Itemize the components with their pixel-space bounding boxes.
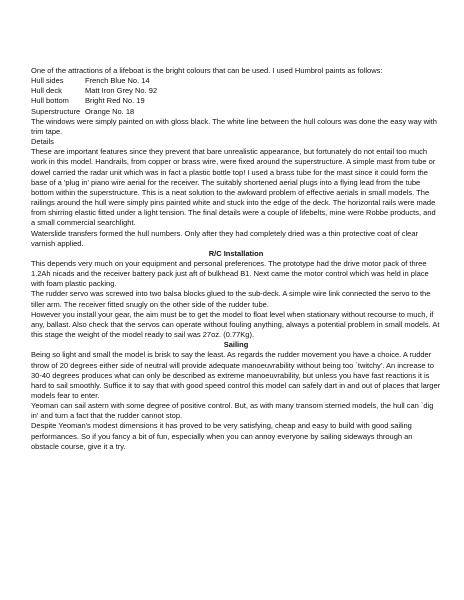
sailing-paragraph-3: Despite Yeoman's modest dimensions it has proved to be very satisfying, cheap and easy to build with good sailing performances. So if you fancy a bit of fun, especially when you can annoy everyone by sailing sideways through an obstacle course, give it a try.: [31, 421, 413, 451]
sailing-paragraph-2: Yeoman can sail astern with some degree of positive control. But, as with many transom sterned models, the hull can `dig in' and turn a fact that the rudder cannot stop.: [31, 401, 434, 421]
paint-name: French Blue No. 14: [85, 76, 150, 86]
rc-installation-heading: R/C Installation: [208, 248, 264, 258]
document-page: [31, 66, 441, 452]
sailing-paragraph-1: Being so light and small the model is brisk to say the least. As regards the rudder movement you have a choice. A rudder throw of 20 degrees either side of neutral will provide adequate manoeuvrability without being too `twitchy'. An increase to 30-40 degrees produces what can only be described as extreme manoeuvrability, but unless you have fast reactions it is hard to sail smoothly. Suffice it to say that with good speed control this model can safely dart in and out of places that larger models fear to enter.: [31, 350, 441, 400]
paint-row: [31, 96, 441, 106]
paint-part: Superstructure: [31, 106, 81, 116]
sailing-heading: Sailing: [223, 340, 249, 350]
paint-list: [31, 76, 441, 117]
details-paragraph: These are important features since they prevent that bare unrealistic appearance, but fortunately do not entail too much work in this model. Handrails, from copper or brass wire, were fixed around the superstructure. A simple mast from tube or dowel carried the radar unit which was in fact a plastic bottle top! I used a brass tube for the mast since it could form the base of a 'plug in' piano wire aerial for the receiver. The suitably shortened aerial plugs into a flying lead from the tube bottom within the superstructure. This is a neat solution to the awkward problem of effective aerials in small models. The railings around the hull were simply pins painted white and stuck into the edge of the deck. The horizontal rails were made from shirring elastic fitted under a light tension. The final details were a couple of lifebelts, mine were Robbe products, and a small commercial searchlight.: [31, 147, 436, 228]
paint-part: Hull bottom: [31, 96, 69, 106]
waterslide-paragraph: Waterslide transfers formed the hull numbers. Only after they had completely dried was a thin protective coat of clear varnish applied.: [31, 228, 418, 248]
paint-row: [31, 76, 441, 86]
paint-name: Bright Red No. 19: [85, 96, 145, 106]
details-label: Details: [31, 137, 54, 147]
paint-part: Hull sides: [31, 76, 64, 86]
paint-name: Orange No. 18: [85, 106, 135, 116]
windows-paragraph: The windows were simply painted on with gloss black. The white line between the hull colours was done the easy way with trim tape.: [31, 116, 437, 136]
paint-row: [31, 86, 441, 96]
rc-paragraph-1: This depends very much on your equipment and personal preferences. The prototype had the drive motor pack of three 1.2Ah nicads and the receiver battery pack just aft of bulkhead B1. Next came the motor control which was held in place with foam plastic packing.: [31, 258, 429, 289]
paint-part: Hull deck: [31, 86, 62, 96]
paint-row: [31, 107, 441, 117]
intro-paragraph: One of the attractions of a lifeboat is the bright colours that can be used. I used Humbrol paints as follows:: [31, 66, 383, 75]
rc-paragraph-3: However you install your gear, the aim must be to get the model to float level when stationary without recourse to much, if any, ballast. Also check that the servos can operate without fouling anything, always a potential problem in small models. At this stage the weight of the model ready to sail was 27oz. (0.77Kg).: [31, 309, 440, 340]
paint-name: Matt Iron Grey No. 92: [85, 86, 158, 96]
rc-paragraph-2: The rudder servo was screwed into two balsa blocks glued to the sub-deck. A simple wire link connected the servo to the tiller arm. The receiver fitted snugly on the other side of the rudder tube.: [31, 289, 431, 309]
